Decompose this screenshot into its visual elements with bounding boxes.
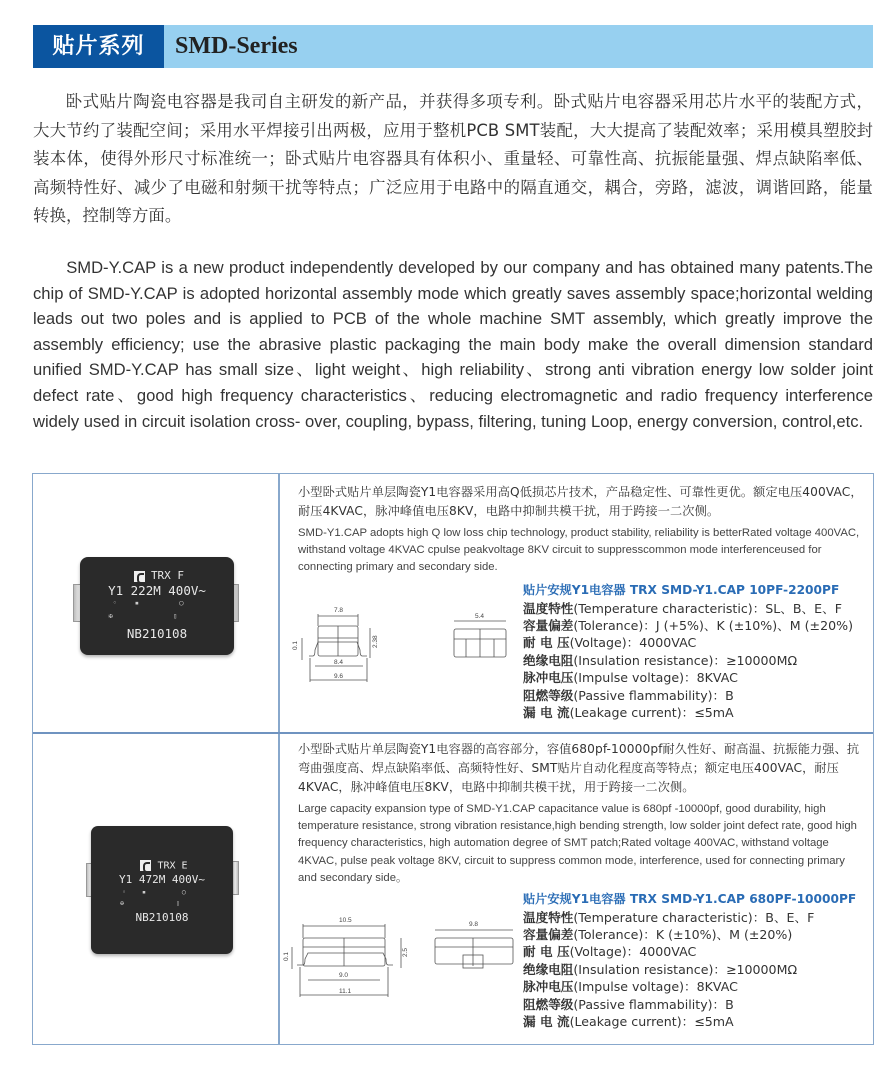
dim-lead-label: 0.1 (292, 640, 299, 650)
product-description (298, 483, 863, 577)
description-en: Large capacity expansion type of SMD-Y1.CAP capacitance value is 680pf -10000pf, good durability, high temperature resistance, strong vibration resistance,high bending strength, low solder joint defect rate, good high frequency characteristics, high automation degree of SMT patch;Rated voltage 400VAC, withstand voltage 4KVAC, pulse peak voltage 8KV, circuit to suppress common mode, interference, used for connecting primary and secondary side。 (298, 803, 857, 884)
certification-icons: ◦▪ ◯ (112, 599, 202, 607)
spec-title: 贴片安规Y1电容器 TRX SMD-Y1.CAP 680PF-10000PF (523, 892, 857, 906)
spec-row: 温度特性(Temperature characteristic)：B、E、F (523, 909, 815, 925)
certification-icons: ◦▪ ◯ (122, 888, 202, 896)
dimension-drawing (283, 602, 518, 702)
dim-width-label: 5.4 (475, 613, 485, 620)
dim-height-label: 2.38 (372, 635, 379, 648)
certification-icons-2: ✠ ▯ (108, 612, 206, 620)
brand-logo-icon (140, 860, 151, 871)
product-photo (33, 474, 278, 732)
intro-paragraph-en: SMD-Y.CAP is a new product independently developed by our company and has obtained many patents.The chip of SMD-Y.CAP is adopted horizontal assembly mode which greatly saves assembly space;horizontal welding leads out two poles and is applied to PCB of the whole machine SMT assembly, which greatly improve the assembly efficiency; use the abrasive plastic packaging the main body make the overall dimension standard unified SMD-Y.CAP has small size、light weight、high reliability、strong anti vibration energy low solder joint defect rate、good high frequency characteristics、reducing electromagnetic and radio frequency interference widely used in circuit isolation cross- over, coupling, bypass, filtering, tuning Loop, energy conversion, control,etc. (33, 258, 873, 431)
dim-overall-label: 9.6 (334, 673, 344, 680)
dim-inner-label: 9.0 (339, 972, 349, 979)
certification-icons-2: ✠ ▯ (120, 899, 204, 907)
spec-row: 耐 电 压(Voltage)：4000VAC (523, 944, 697, 960)
spec-row: 漏 电 流(Leakage current)：≤5mA (523, 705, 734, 721)
marking-line3: NB210108 (126, 626, 188, 641)
spec-row: 脉冲电压(Impulse voltage)：8KVAC (523, 979, 738, 995)
section-title-en: SMD-Series (175, 33, 298, 59)
intro-paragraph-cn: 卧式贴片陶瓷电容器是我司自主研发的新产品，并获得多项专利。卧式贴片电容器采用芯片水平的装配方式，大大节约了装配空间；采用水平焊接引出两极，应用于整机PCB SMT装配，大大提高了装配效率；采用模具塑胶封装本体，使得外形尺寸标准统一；卧式贴片电容器具有体积小、重量轻、可靠性高、抗振能量强、焊点缺陷率低、高频特性好、减少了电磁和射频干扰等特点；广泛应用于电路中的隔直通交，耦合，旁路，滤波，调谐回路，能量转换，控制等方面。 (33, 92, 873, 226)
dimension-drawing (283, 913, 518, 1013)
product-row (33, 474, 873, 732)
product-row (33, 733, 873, 1044)
marking-line1: TRX E (157, 860, 188, 872)
marking-line3: NB210108 (135, 911, 189, 924)
product-table (32, 473, 874, 1045)
spec-row: 容量偏差(Tolerance)：K (±10%)、M (±20%) (523, 927, 793, 942)
spec-row: 温度特性(Temperature characteristic)：SL、B、E、F (523, 600, 842, 616)
brand-logo-icon (134, 571, 145, 582)
dim-lead-label: 0.1 (283, 951, 290, 961)
spec-title: 贴片安规Y1电容器 TRX SMD-Y1.CAP 10PF-2200PF (523, 583, 840, 597)
spec-row: 耐 电 压(Voltage)：4000VAC (523, 635, 697, 651)
product-description (298, 740, 863, 887)
spec-list (523, 582, 873, 721)
dim-height-label: 2.5 (402, 947, 409, 957)
section-title-cn: 贴片系列 (33, 25, 164, 68)
capacitor-body (91, 826, 233, 954)
product-photo (33, 733, 278, 1044)
dim-top-label: 7.8 (334, 607, 344, 614)
marking-line2: Y1 222M 400V~ (108, 583, 206, 598)
dim-inner-label: 8.4 (334, 659, 344, 666)
spec-row: 阻燃等级(Passive flammability)：B (523, 996, 734, 1012)
description-cn: 小型卧式贴片单层陶瓷Y1电容器的高容部分，容值680pf-10000pf耐久性好、耐高温、抗振能力强、抗弯曲强度高、焊点缺陷率低、高频特性好、SMT贴片自动化程度高等特点；额定电压400VAC，耐压4KVAC，脉冲峰值电压8KV，电路中抑制共模干扰，用于跨接一二次侧。 (298, 742, 860, 794)
section-banner (33, 25, 873, 68)
spec-row: 绝缘电阻(Insulation resistance)：≥10000MΩ (523, 652, 798, 668)
dim-overall-label: 11.1 (339, 988, 352, 995)
spec-row: 脉冲电压(Impulse voltage)：8KVAC (523, 670, 738, 686)
spec-row: 漏 电 流(Leakage current)：≤5mA (523, 1014, 734, 1030)
marking-line1: TRX F (150, 569, 185, 582)
dim-top-label: 10.5 (339, 917, 352, 924)
description-en: SMD-Y1.CAP adopts high Q low loss chip technology, product stability, reliability is betterRated voltage 400VAC, withstand voltage 4KVAC cpulse peakvoltage 8KV circuit to suppresscommon mode interferenceused for connecting primary and secondary side. (298, 527, 860, 574)
marking-line2: Y1 472M 400V~ (118, 873, 206, 886)
spec-list (523, 891, 873, 1030)
spec-row: 容量偏差(Tolerance)：J (+5%)、K (±10%)、M (±20%) (523, 618, 853, 633)
dim-width-label: 9.8 (469, 921, 479, 928)
capacitor-body (80, 557, 234, 655)
description-cn: 小型卧式贴片单层陶瓷Y1电容器采用高Q低损芯片技术，产品稳定性、可靠性更优。额定电压400VAC，耐压4KVAC，脉冲峰值电压8KV，电路中抑制共模干扰，用于跨接一二次侧。 (298, 485, 863, 518)
spec-row: 绝缘电阻(Insulation resistance)：≥10000MΩ (523, 961, 798, 977)
spec-row: 阻燃等级(Passive flammability)：B (523, 687, 734, 703)
